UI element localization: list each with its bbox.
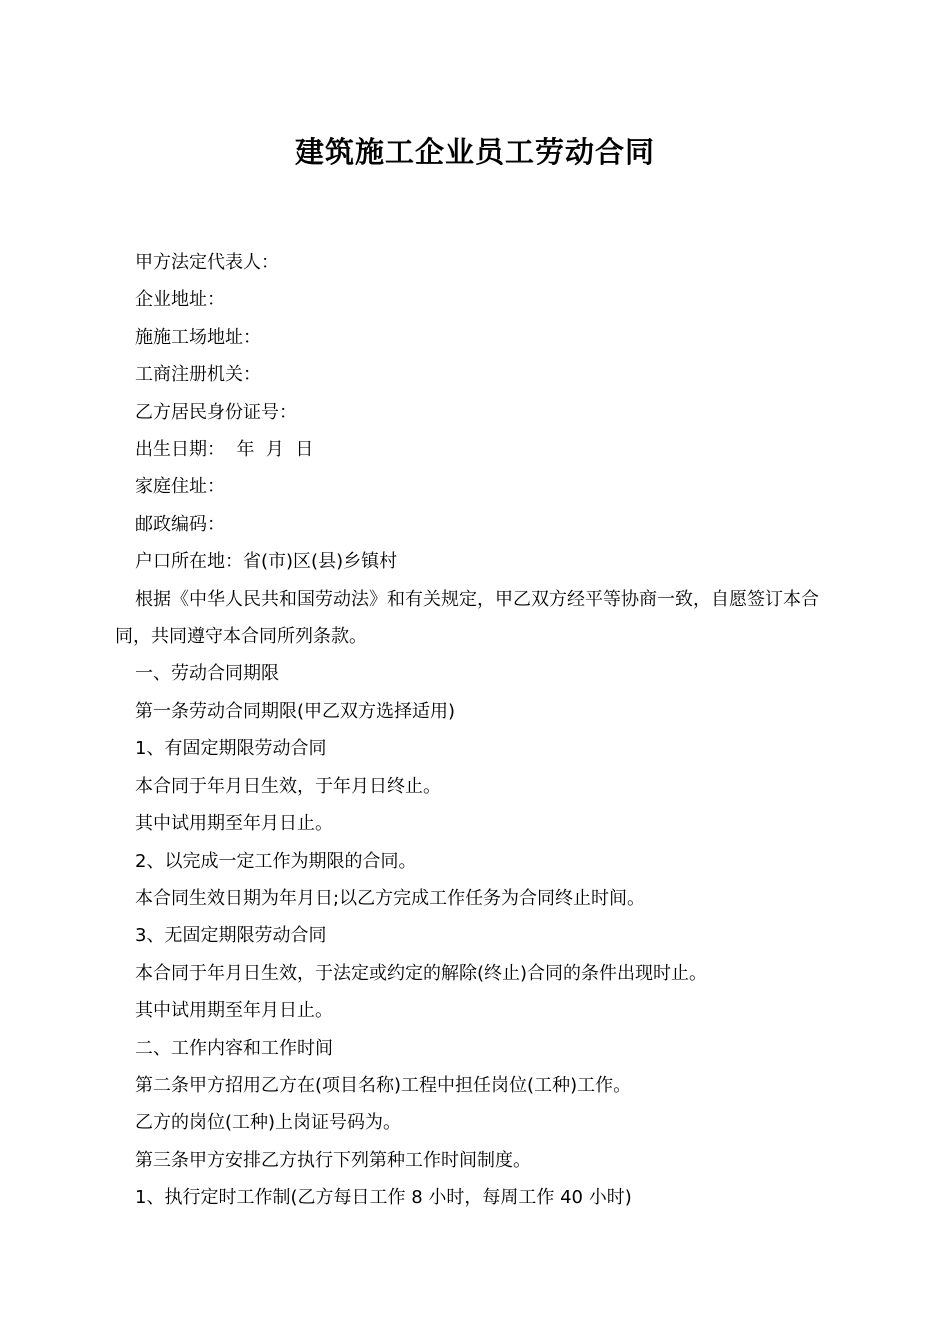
section-heading-1: 一、劳动合同期限 <box>135 663 279 685</box>
article-2: 第二条甲方招用乙方在(项目名称)工程中担任岗位(工种)工作。 <box>135 1074 632 1096</box>
article-2-certificate: 乙方的岗位(工种)上岗证号码为。 <box>135 1112 402 1134</box>
document-title: 建筑施工企业员工劳动合同 <box>294 135 655 169</box>
paragraph-site-address: 施施工场地址： <box>135 326 261 348</box>
clause-1-3-probation: 其中试用期至年月日止。 <box>135 1000 333 1022</box>
clause-1-3: 3、无固定期限劳动合同 <box>135 925 327 947</box>
paragraph-home-address: 家庭住址： <box>135 476 225 498</box>
clause-1-2: 2、以完成一定工作为期限的合同。 <box>135 850 417 872</box>
clause-3-1: 1、执行定时工作制(乙方每日工作 8 小时，每周工作 40 小时) <box>135 1187 632 1209</box>
section-heading-2: 二、工作内容和工作时间 <box>135 1037 333 1059</box>
paragraph-company-address: 企业地址： <box>135 289 225 311</box>
paragraph-party-a-representative: 甲方法定代表人： <box>135 252 279 273</box>
clause-1-1-probation: 其中试用期至年月日止。 <box>135 813 333 835</box>
paragraph-household-registration: 户口所在地：省(市)区(县)乡镇村 <box>135 551 398 573</box>
paragraph-registration-authority: 工商注册机关： <box>135 364 261 386</box>
paragraph-birth-date: 出生日期： 年 月 日 <box>135 439 314 461</box>
paragraph-party-b-id: 乙方居民身份证号： <box>135 401 297 423</box>
paragraph-preamble: 根据《中华人民共和国劳动法》和有关规定，甲乙双方经平等协商一致，自愿签订本合同，共同遵守本合同所列条款。 <box>115 588 819 648</box>
clause-1-3-effective: 本合同于年月日生效，于法定或约定的解除(终止)合同的条件出现时止。 <box>135 962 708 984</box>
clause-1-1-effective: 本合同于年月日生效，于年月日终止。 <box>135 775 441 797</box>
article-1: 第一条劳动合同期限(甲乙双方选择适用) <box>135 700 456 722</box>
article-3: 第三条甲方安排乙方执行下列第种工作时间制度。 <box>135 1149 531 1171</box>
clause-1-1: 1、有固定期限劳动合同 <box>135 738 327 760</box>
paragraph-postal-code: 邮政编码： <box>135 513 225 535</box>
document-body <box>115 244 837 1217</box>
clause-1-2-effective: 本合同生效日期为年月日;以乙方完成工作任务为合同终止时间。 <box>135 887 646 909</box>
